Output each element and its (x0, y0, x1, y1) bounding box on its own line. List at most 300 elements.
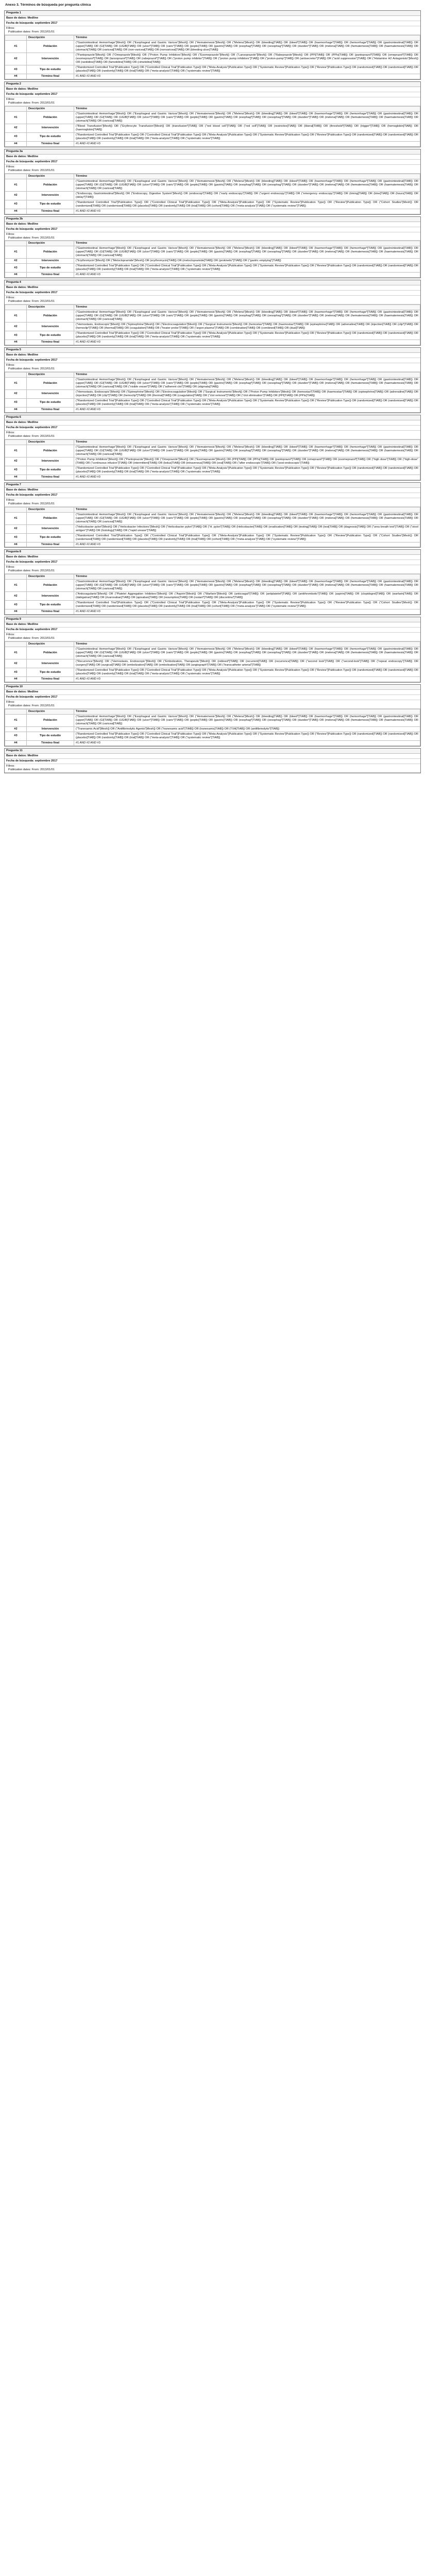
filters-label: Filtros: (6, 27, 15, 30)
row-id: #2 (5, 524, 27, 533)
header-descripcion: Descripción (27, 439, 74, 445)
row-term: #1 AND #2 AND #3 (74, 407, 420, 412)
database-row (5, 420, 420, 426)
search-date-value: septiembre 2017 (35, 759, 58, 762)
search-date-value: septiembre 2017 (35, 493, 58, 497)
database-row (5, 622, 420, 628)
filters-label: Filtros: (6, 431, 15, 434)
database-value: Medline (27, 87, 39, 91)
search-date-row (5, 358, 420, 363)
question-title: Pregunta 4 (5, 280, 420, 285)
filter-item: Publication dates: From: 2013/01/01 (8, 502, 55, 505)
database-value: Medline (27, 690, 39, 694)
table-row (5, 677, 420, 682)
row-id: #1 (5, 246, 27, 259)
search-date-value: septiembre 2017 (35, 561, 58, 564)
question-title: Pregunta 1 (5, 11, 420, 16)
table-row (5, 407, 420, 412)
row-description: Población (27, 512, 74, 524)
header-termino: Término (74, 642, 420, 647)
row-term: ("Erythromycin"[Mesh]) OR ("Metoclopramide"[Mesh]) OR (erythromycin[TIAB]) OR (metoclopramide[TIAB]) OR (prokinetic*[TIAB]) OR ("gastric emptying"[TIAB]) (74, 259, 420, 264)
search-date-row (5, 291, 420, 296)
question-block (4, 748, 421, 773)
table-row (5, 310, 420, 323)
table-row (5, 609, 420, 615)
search-date-row (5, 759, 420, 764)
row-term: ("Proton Pump Inhibitors"[Mesh]) OR ("Pantoprazole"[Mesh]) OR ("Omeprazole"[Mesh]) OR ("Esomeprazole"[Mesh]) OR (PPI[TIAB]) OR (PPIs[TIAB]) OR (pantoprazol*[TIAB]) OR (omeprazol*[TIAB]) OR (esomeprazol*[TIAB]) OR ("high dose"[TIAB]) OR ("high-dose"[TIAB]) OR ("continuous infusion"[TIAB]) OR (intermittent[TIAB]) OR (bolus[TIAB]) OR (intravenous[TIAB]) OR (oral[TIAB]) OR ("after endoscopic"[TIAB]) OR ("post-endoscopic"[TIAB]) (74, 457, 420, 466)
database-row (5, 754, 420, 759)
search-terms-table (5, 709, 420, 746)
filters-label: Filtros: (6, 296, 15, 300)
row-description: Tipo de estudio (27, 601, 74, 609)
search-date-row (5, 227, 420, 232)
search-terms-table (5, 574, 420, 615)
database-label: Base de datos: (6, 623, 27, 626)
filter-item: Publication dates: From: 2013/01/01 (8, 434, 55, 438)
filters-section (5, 700, 420, 709)
search-date-value: septiembre 2017 (35, 22, 58, 25)
row-id: #4 (5, 273, 27, 278)
table-row (5, 732, 420, 740)
search-date-value: septiembre 2017 (35, 227, 58, 231)
header-termino: Término (74, 574, 420, 580)
table-row (5, 74, 420, 79)
filters-section (5, 633, 420, 641)
database-label: Base de datos: (6, 488, 27, 492)
table-row (5, 714, 420, 726)
filters-section (5, 498, 420, 507)
row-term: ("Gastrointestinal Hemorrhage"[Mesh]) OR ("Esophageal and Gastric Varices"[Mesh]) OR ("Hematemesis"[Mesh]) OR ("Melena"[Mesh]) OR (bleeding[TIAB]) OR (bleed*[TIAB]) OR (haemorrhage*[TIAB]) OR (hemorrhage*[TIAB]) OR (gastrointestinal[TIAB]) OR (upper[TIAB]) OR (GI[TIAB]) OR (UGIB[TIAB]) OR (ulcer*[TIAB]) OR (varic*[TIAB]) OR (peptic[TIAB]) OR (gastric[TIAB]) OR (esophag*[TIAB]) OR (oesophag*[TIAB]) OR (duoden*[TIAB]) OR (melena[TIAB]) OR (hematemesis[TIAB]) OR (haematemesis[TIAB]) OR (stomach[TIAB]) OR (variceal[TIAB]) OR (non-variceal[TIAB]) OR (nonvariceal[TIAB]) OR (bleeding ulcer[TIAB]) (74, 41, 420, 53)
search-terms-table (5, 439, 420, 480)
table-row (5, 647, 420, 659)
header-descripcion: Descripción (27, 507, 74, 512)
search-terms-table (5, 641, 420, 682)
row-description: Tipo de estudio (27, 533, 74, 542)
database-value: Medline (27, 222, 39, 226)
table-header-row (5, 372, 420, 378)
row-id: #3 (5, 466, 27, 474)
filters-section (5, 97, 420, 106)
header-id (5, 709, 27, 714)
table-row (5, 524, 420, 533)
row-term: ("Recurrence"[Mesh]) OR ("Hemostasis, Endoscopic"[Mesh]) OR ("Embolization, Therapeutic"[Mesh]) OR (rebleed*[TIAB]) OR (recurrent[TIAB]) OR (recurrence[TIAB]) OR ("second look"[TIAB]) OR ("second-look"[TIAB]) OR ("repeat endoscopy"[TIAB]) OR (surgery[TIAB]) OR (surgical[TIAB]) OR (embolization[TIAB]) OR (embolisation[TIAB]) OR (angiograph*[TIAB]) OR ("transcatheter arterial"[TIAB]) (74, 659, 420, 668)
database-value: Medline (27, 353, 39, 357)
row-description: Intervención (27, 191, 74, 200)
table-row (5, 200, 420, 209)
row-term: ("Gastrointestinal Hemorrhage"[Mesh]) OR ("Esophageal and Gastric Varices"[Mesh]) OR ("Hematemesis"[Mesh]) OR ("Melena"[Mesh]) OR (bleeding[TIAB]) OR (bleed*[TIAB]) OR (haemorrhage*[TIAB]) OR (hemorrhage*[TIAB]) OR (gastrointestinal[TIAB]) OR (upper[TIAB]) OR (GI[TIAB]) OR (UGIB[TIAB]) OR (ulcer*[TIAB]) OR (varic*[TIAB]) OR (peptic[TIAB]) OR (gastric[TIAB]) OR (esophag*[TIAB]) OR (oesophag*[TIAB]) OR (duoden*[TIAB]) OR (melena[TIAB]) OR (hematemesis[TIAB]) OR (haematemesis[TIAB]) OR (stomach[TIAB]) OR (variceal[TIAB]) (74, 179, 420, 191)
header-descripcion: Descripción (27, 305, 74, 310)
filters-section (5, 431, 420, 439)
search-date-label: Fecha de búsqueda: (6, 291, 35, 295)
row-id: #3 (5, 533, 27, 542)
row-description: Intervención (27, 53, 74, 65)
row-id: #3 (5, 264, 27, 273)
row-description: Tipo de estudio (27, 264, 74, 273)
search-terms-table (5, 174, 420, 214)
search-date-label: Fecha de búsqueda: (6, 22, 35, 25)
row-term: ("Randomized Controlled Trial"[Publication Type]) OR ("Controlled Clinical Trial"[Publication Type]) OR ("Meta-Analysis"[Publication Type]) OR ("Systematic Review"[Publication Type]) OR ("Review"[Publication Type]) OR ("Cohort Studies"[Mesh]) OR (randomized[TIAB]) OR (randomised[TIAB]) OR (placebo[TIAB]) OR (randomly[TIAB]) OR (trial[TIAB]) OR (cohort[TIAB]) OR ("meta-analysis"[TIAB]) OR ("systematic review"[TIAB]) (74, 601, 420, 609)
row-id: #4 (5, 677, 27, 682)
row-id: #2 (5, 390, 27, 399)
question-block (4, 10, 421, 80)
row-term: #1 AND #2 AND #3 (74, 273, 420, 278)
row-term: ("Randomized Controlled Trial"[Publication Type]) OR ("Controlled Clinical Trial"[Publication Type]) OR ("Meta-Analysis"[Publication Type]) OR ("Systematic Review"[Publication Type]) OR ("Review"[Publication Type]) OR (randomized[TIAB]) OR (randomised[TIAB]) OR (placebo[TIAB]) OR (randomly[TIAB]) OR (trial[TIAB]) OR ("meta-analysis"[TIAB]) OR ("systematic review"[TIAB]) (74, 65, 420, 74)
table-row (5, 41, 420, 53)
row-term: #1 AND #2 AND #3 (74, 340, 420, 345)
row-description: Intervención (27, 259, 74, 264)
row-term: ("Randomized Controlled Trial"[Publication Type]) OR ("Controlled Clinical Trial"[Publication Type]) OR ("Meta-Analysis"[Publication Type]) OR ("Systematic Review"[Publication Type]) OR ("Review"[Publication Type]) OR (randomized[TIAB]) OR (randomised[TIAB]) OR (placebo[TIAB]) OR (randomly[TIAB]) OR (trial[TIAB]) OR ("meta-analysis"[TIAB]) OR ("systematic review"[TIAB]) (74, 331, 420, 340)
row-id: #1 (5, 41, 27, 53)
row-term: #1 AND #2 AND #3 (74, 609, 420, 615)
table-row (5, 141, 420, 146)
table-header-row (5, 507, 420, 512)
table-row (5, 726, 420, 732)
table-row (5, 273, 420, 278)
question-block (4, 684, 421, 747)
row-description: Tipo de estudio (27, 732, 74, 740)
table-row (5, 331, 420, 340)
database-label: Base de datos: (6, 155, 27, 158)
header-id (5, 305, 27, 310)
table-row (5, 542, 420, 547)
row-description: Término final (27, 407, 74, 412)
filters-label: Filtros: (6, 701, 15, 704)
table-row (5, 264, 420, 273)
row-id: #3 (5, 132, 27, 141)
table-row (5, 340, 420, 345)
database-value: Medline (27, 420, 39, 424)
header-id (5, 642, 27, 647)
search-terms-table (5, 35, 420, 79)
question-block (4, 415, 421, 481)
search-date-label: Fecha de búsqueda: (6, 561, 35, 564)
search-date-value: septiembre 2017 (35, 359, 58, 362)
table-header-row (5, 36, 420, 41)
search-date-label: Fecha de búsqueda: (6, 359, 35, 362)
database-value: Medline (27, 286, 39, 290)
search-date-label: Fecha de búsqueda: (6, 493, 35, 497)
row-description: Intervención (27, 726, 74, 732)
row-description: Término final (27, 273, 74, 278)
question-title: Pregunta 2 (5, 82, 420, 87)
row-description: Población (27, 246, 74, 259)
database-value: Medline (27, 754, 39, 757)
question-title: Pregunta 6 (5, 415, 420, 420)
header-termino: Término (74, 439, 420, 445)
database-value: Medline (27, 555, 39, 559)
filters-label: Filtros: (6, 764, 15, 768)
table-row (5, 659, 420, 668)
table-row (5, 445, 420, 457)
table-header-row (5, 174, 420, 179)
search-date-value: septiembre 2017 (35, 291, 58, 295)
table-header-row (5, 709, 420, 714)
question-title: Pregunta 9 (5, 617, 420, 622)
row-description: Población (27, 111, 74, 124)
database-label: Base de datos: (6, 353, 27, 357)
table-row (5, 601, 420, 609)
row-description: Término final (27, 740, 74, 745)
filters-label: Filtros: (6, 165, 15, 168)
row-term: ("Randomized Controlled Trial"[Publication Type]) OR ("Controlled Clinical Trial"[Publication Type]) OR ("Meta-Analysis"[Publication Type]) OR ("Systematic Review"[Publication Type]) OR ("Review"[Publication Type]) OR ("Cohort Studies"[Mesh]) OR (randomized[TIAB]) OR (randomised[TIAB]) OR (placebo[TIAB]) OR (randomly[TIAB]) OR (trial[TIAB]) OR (cohort[TIAB]) OR ("meta-analysis"[TIAB]) OR ("systematic review"[TIAB]) (74, 200, 420, 209)
search-date-label: Fecha de búsqueda: (6, 227, 35, 231)
row-term: ("Randomized Controlled Trial"[Publication Type]) OR ("Controlled Clinical Trial"[Publication Type]) OR ("Meta-Analysis"[Publication Type]) OR ("Systematic Review"[Publication Type]) OR ("Review"[Publication Type]) OR (randomized[TIAB]) OR (randomised[TIAB]) OR (placebo[TIAB]) OR (randomly[TIAB]) OR (trial[TIAB]) OR ("meta-analysis"[TIAB]) OR ("systematic review"[TIAB]) (74, 732, 420, 740)
row-description: Término final (27, 340, 74, 345)
header-descripcion: Descripción (27, 709, 74, 714)
table-row (5, 111, 420, 124)
table-row (5, 132, 420, 141)
header-id (5, 574, 27, 580)
row-id: #4 (5, 407, 27, 412)
row-description: Población (27, 714, 74, 726)
table-header-row (5, 439, 420, 445)
search-date-row (5, 628, 420, 633)
database-value: Medline (27, 16, 39, 20)
table-row (5, 191, 420, 200)
row-id: #4 (5, 609, 27, 615)
row-id: #4 (5, 740, 27, 745)
filter-item: Publication dates: From: 2013/01/01 (8, 168, 55, 172)
question-title: Pregunta 11 (5, 749, 420, 754)
header-id (5, 106, 27, 111)
filters-section (5, 363, 420, 372)
table-row (5, 124, 420, 132)
row-term: ("Hemostasis, Endoscopic"[Mesh]) OR ("Epinephrine"[Mesh]) OR ("Electrocoagulation"[Mesh]) OR ("Surgical Instruments"[Mesh]) OR ("Proton Pump Inhibitors"[Mesh]) OR (hemostas*[TIAB]) OR (haemostas*[TIAB]) OR (epinephrine[TIAB]) OR (adrenaline[TIAB]) OR (injection[TIAB]) OR (clip*[TIAB]) OR (hemoclip*[TIAB]) OR (thermal[TIAB]) OR (coagulation[TIAB]) OR ("clot removal"[TIAB]) OR ("clot elimination"[TIAB]) OR (PPI[TIAB]) OR (PPIs[TIAB]) (74, 390, 420, 399)
table-row (5, 457, 420, 466)
row-id: #2 (5, 259, 27, 264)
row-id: #4 (5, 542, 27, 547)
filter-item: Publication dates: From: 2013/01/01 (8, 367, 55, 371)
search-date-row (5, 21, 420, 26)
question-block (4, 216, 421, 279)
row-id: #2 (5, 53, 27, 65)
row-term: ("Randomized Controlled Trial"[Publication Type]) OR ("Controlled Clinical Trial"[Publication Type]) OR ("Meta-Analysis"[Publication Type]) OR ("Systematic Review"[Publication Type]) OR ("Review"[Publication Type]) OR (randomized[TIAB]) OR (randomised[TIAB]) OR (placebo[TIAB]) OR (randomly[TIAB]) OR (trial[TIAB]) OR ("meta-analysis"[TIAB]) OR ("systematic review"[TIAB]) (74, 132, 420, 141)
database-label: Base de datos: (6, 420, 27, 424)
table-row (5, 740, 420, 745)
database-row (5, 488, 420, 493)
row-id: #1 (5, 445, 27, 457)
header-termino: Término (74, 507, 420, 512)
header-termino: Término (74, 241, 420, 246)
database-label: Base de datos: (6, 555, 27, 559)
row-term: ("Gastrointestinal Hemorrhage"[Mesh]) OR ("Esophageal and Gastric Varices"[Mesh]) OR ("Hematemesis"[Mesh]) OR ("Melena"[Mesh]) OR (bleeding[TIAB]) OR (bleed*[TIAB]) OR (haemorrhage*[TIAB]) OR (hemorrhage*[TIAB]) OR (gastrointestinal[TIAB]) OR (upper[TIAB]) OR (GI[TIAB]) OR (UGIB[TIAB]) OR (ulcer*[TIAB]) OR (varic*[TIAB]) OR (peptic[TIAB]) OR (gastric[TIAB]) OR (esophag*[TIAB]) OR (oesophag*[TIAB]) OR (duoden*[TIAB]) OR (melena[TIAB]) OR (hematemesis[TIAB]) OR (haematemesis[TIAB]) OR (stomach[TIAB]) OR (variceal[TIAB]) (74, 580, 420, 592)
table-row (5, 580, 420, 592)
search-date-label: Fecha de búsqueda: (6, 426, 35, 429)
search-date-value: septiembre 2017 (35, 160, 58, 163)
filters-label: Filtros: (6, 97, 15, 101)
database-row (5, 16, 420, 21)
filter-item: Publication dates: From: 2013/01/01 (8, 768, 55, 771)
row-term: ("Randomized Controlled Trial"[Publication Type]) OR ("Controlled Clinical Trial"[Publication Type]) OR ("Meta-Analysis"[Publication Type]) OR ("Systematic Review"[Publication Type]) OR ("Review"[Publication Type]) OR (randomized[TIAB]) OR (randomised[TIAB]) OR (placebo[TIAB]) OR (randomly[TIAB]) OR (trial[TIAB]) OR ("meta-analysis"[TIAB]) OR ("systematic review"[TIAB]) (74, 466, 420, 474)
row-id: #2 (5, 457, 27, 466)
row-id: #3 (5, 668, 27, 677)
header-id (5, 241, 27, 246)
filter-item: Publication dates: From: 2013/01/01 (8, 101, 55, 105)
row-id: #2 (5, 191, 27, 200)
search-date-label: Fecha de búsqueda: (6, 696, 35, 699)
search-terms-table (5, 241, 420, 278)
search-date-row (5, 695, 420, 700)
row-term: #1 AND #2 AND #3 (74, 677, 420, 682)
row-id: #1 (5, 647, 27, 659)
row-id: #2 (5, 659, 27, 668)
database-value: Medline (27, 155, 39, 158)
header-id (5, 507, 27, 512)
row-term: ("Gastrointestinal Hemorrhage"[Mesh]) OR ("Esophageal and Gastric Varices"[Mesh]) OR ("Hematemesis"[Mesh]) OR ("Melena"[Mesh]) OR (bleeding[TIAB]) OR (bleed*[TIAB]) OR (haemorrhage*[TIAB]) OR (hemorrhage*[TIAB]) OR (gastrointestinal[TIAB]) OR (upper[TIAB]) OR (GI[TIAB]) OR (UGIB[TIAB]) OR (ulcer*[TIAB]) OR (varic*[TIAB]) OR (peptic[TIAB]) OR (gastric[TIAB]) OR (esophag*[TIAB]) OR (oesophag*[TIAB]) OR (duoden*[TIAB]) OR (melena[TIAB]) OR (hematemesis[TIAB]) OR (haematemesis[TIAB]) OR (stomach[TIAB]) OR (variceal[TIAB]) (74, 647, 420, 659)
table-row (5, 398, 420, 407)
row-description: Término final (27, 209, 74, 214)
table-row (5, 668, 420, 677)
row-id: #2 (5, 124, 27, 132)
header-descripcion: Descripción (27, 642, 74, 647)
row-id: #4 (5, 141, 27, 146)
table-row (5, 592, 420, 601)
search-date-label: Fecha de búsqueda: (6, 160, 35, 163)
filters-label: Filtros: (6, 633, 15, 637)
row-id: #2 (5, 726, 27, 732)
table-row (5, 512, 420, 524)
database-value: Medline (27, 623, 39, 626)
row-id: #1 (5, 378, 27, 390)
row-description: Población (27, 580, 74, 592)
header-id (5, 439, 27, 445)
row-description: Término final (27, 74, 74, 79)
table-row (5, 474, 420, 480)
header-termino: Término (74, 372, 420, 378)
row-description: Tipo de estudio (27, 331, 74, 340)
header-termino: Término (74, 305, 420, 310)
header-id (5, 36, 27, 41)
row-term: ("Gastrointestinal Hemorrhage"[Mesh]) OR ("Esophageal and Gastric Varices"[Mesh]) OR ("Hematemesis"[Mesh]) OR ("Melena"[Mesh]) OR (bleeding[TIAB]) OR (bleed*[TIAB]) OR (haemorrhage*[TIAB]) OR (hemorrhage*[TIAB]) OR (gastrointestinal[TIAB]) OR (upper[TIAB]) OR (GI[TIAB]) OR (UGIB[TIAB]) OR (ulcer*[TIAB]) OR (varic*[TIAB]) OR (peptic[TIAB]) OR (gastric[TIAB]) OR (esophag*[TIAB]) OR (oesophag*[TIAB]) OR (duoden*[TIAB]) OR (melena[TIAB]) OR (hematemesis[TIAB]) OR (haematemesis[TIAB]) OR (stomach[TIAB]) OR (variceal[TIAB]) (74, 246, 420, 259)
table-row (5, 179, 420, 191)
row-id: #4 (5, 474, 27, 480)
filter-item: Publication dates: From: 2013/01/01 (8, 569, 55, 573)
search-terms-table (5, 372, 420, 413)
row-description: Población (27, 41, 74, 53)
document-page (0, 0, 425, 781)
row-id: #4 (5, 340, 27, 345)
filters-label: Filtros: (6, 566, 15, 569)
row-description: Tipo de estudio (27, 132, 74, 141)
header-id (5, 174, 27, 179)
search-date-label: Fecha de búsqueda: (6, 759, 35, 762)
question-block (4, 347, 421, 413)
database-label: Base de datos: (6, 222, 27, 226)
database-label: Base de datos: (6, 754, 27, 757)
database-value: Medline (27, 488, 39, 492)
database-row (5, 155, 420, 160)
database-row (5, 285, 420, 291)
header-termino: Término (74, 174, 420, 179)
row-id: #3 (5, 601, 27, 609)
filters-label: Filtros: (6, 364, 15, 367)
row-term: ("Gastrointestinal Hemorrhage"[Mesh]) OR ("Esophageal and Gastric Varices"[Mesh]) OR ("Hematemesis"[Mesh]) OR ("Melena"[Mesh]) OR (bleeding[TIAB]) OR (bleed*[TIAB]) OR (haemorrhage*[TIAB]) OR (hemorrhage*[TIAB]) OR (gastrointestinal[TIAB]) OR (upper[TIAB]) OR (GI[TIAB]) OR (UGIB[TIAB]) OR (ulcer*[TIAB]) OR (varic*[TIAB]) OR (peptic[TIAB]) OR (gastric[TIAB]) OR (esophag*[TIAB]) OR (oesophag*[TIAB]) OR (duoden*[TIAB]) OR (melena[TIAB]) OR (hematemesis[TIAB]) OR (haematemesis[TIAB]) OR (stomach[TIAB]) OR (variceal[TIAB]) OR ("visible vessel"[TIAB]) OR ("adherent clot"[TIAB]) OR (stigmata[TIAB]) (74, 378, 420, 390)
row-term: #1 AND #2 AND #3 (74, 209, 420, 214)
question-title: Pregunta 3a (5, 149, 420, 155)
row-description: Población (27, 179, 74, 191)
table-header-row (5, 241, 420, 246)
header-termino: Término (74, 36, 420, 41)
search-date-row (5, 560, 420, 565)
database-row (5, 222, 420, 227)
table-row (5, 53, 420, 65)
filters-section (5, 565, 420, 574)
row-description: Término final (27, 609, 74, 615)
row-term: ("Anticoagulants"[Mesh]) OR ("Platelet Aggregation Inhibitors"[Mesh]) OR ("Aspirin"[Mesh]) OR ("Warfarin"[Mesh]) OR (anticoagul*[TIAB]) OR (antiplatelet*[TIAB]) OR (antithrombotic*[TIAB]) OR (aspirin[TIAB]) OR (clopidogrel[TIAB]) OR (warfarin[TIAB]) OR (dabigatran[TIAB]) OR (rivaroxaban[TIAB]) OR (apixaban[TIAB]) OR (resumption[TIAB]) OR (restart*[TIAB]) OR (discontinu*[TIAB]) (74, 592, 420, 601)
search-date-value: septiembre 2017 (35, 628, 58, 632)
row-term: ("Gastrointestinal Hemorrhage"[Mesh]) OR ("Esophageal and Gastric Varices"[Mesh]) OR ("Hematemesis"[Mesh]) OR ("Melena"[Mesh]) OR (bleeding[TIAB]) OR (bleed*[TIAB]) OR (haemorrhage*[TIAB]) OR (hemorrhage*[TIAB]) OR (gastrointestinal[TIAB]) OR (upper[TIAB]) OR (GI[TIAB]) OR (UGIB[TIAB]) OR (ulcer*[TIAB]) OR (varic*[TIAB]) OR (peptic[TIAB]) OR (gastric[TIAB]) OR (esophag*[TIAB]) OR (oesophag*[TIAB]) OR (duoden*[TIAB]) OR (melena[TIAB]) OR (hematemesis[TIAB]) OR (haematemesis[TIAB]) OR (stomach[TIAB]) OR (variceal[TIAB]) (74, 310, 420, 323)
filter-item: Publication dates: From: 2013/01/01 (8, 300, 55, 303)
search-date-label: Fecha de búsqueda: (6, 628, 35, 632)
row-description: Intervención (27, 457, 74, 466)
row-id: #2 (5, 592, 27, 601)
search-date-value: septiembre 2017 (35, 92, 58, 96)
row-description: Intervención (27, 659, 74, 668)
question-title: Pregunta 7 (5, 483, 420, 488)
questions-container (4, 10, 421, 773)
row-id: #3 (5, 331, 27, 340)
row-term: ("Hemostasis, Endoscopic"[Mesh]) OR ("Epinephrine"[Mesh]) OR ("Electrocoagulation"[Mesh]) OR ("Surgical Instruments"[Mesh]) OR (hemostas*[TIAB]) OR (haemostas*[TIAB]) OR (epinephrine[TIAB]) OR (adrenaline[TIAB]) OR (injection[TIAB]) OR (clip*[TIAB]) OR (hemoclip*[TIAB]) OR (thermal[TIAB]) OR (coagulation[TIAB]) OR ("heater probe"[TIAB]) OR ("argon plasma"[TIAB]) OR (combination[TIAB]) OR (combined[TIAB]) OR (dual[TIAB]) (74, 323, 420, 331)
header-descripcion: Descripción (27, 174, 74, 179)
row-id: #1 (5, 512, 27, 524)
search-date-label: Fecha de búsqueda: (6, 92, 35, 96)
row-id: #1 (5, 714, 27, 726)
row-term: ("Randomized Controlled Trial"[Publication Type]) OR ("Controlled Clinical Trial"[Publication Type]) OR ("Meta-Analysis"[Publication Type]) OR ("Systematic Review"[Publication Type]) OR ("Review"[Publication Type]) OR (randomized[TIAB]) OR (randomised[TIAB]) OR (placebo[TIAB]) OR (randomly[TIAB]) OR (trial[TIAB]) OR ("meta-analysis"[TIAB]) OR ("systematic review"[TIAB]) (74, 668, 420, 677)
row-id: #1 (5, 310, 27, 323)
row-description: Intervención (27, 592, 74, 601)
database-row (5, 555, 420, 560)
question-block (4, 81, 421, 147)
database-label: Base de datos: (6, 690, 27, 694)
question-title: Pregunta 8 (5, 550, 420, 555)
row-description: Tipo de estudio (27, 668, 74, 677)
table-row (5, 390, 420, 399)
table-row (5, 533, 420, 542)
question-block (4, 617, 421, 683)
row-id: #2 (5, 323, 27, 331)
row-term: ("Randomized Controlled Trial"[Publication Type]) OR ("Controlled Clinical Trial"[Publication Type]) OR ("Meta-Analysis"[Publication Type]) OR ("Systematic Review"[Publication Type]) OR ("Review"[Publication Type]) OR ("Cohort Studies"[Mesh]) OR (randomized[TIAB]) OR (randomised[TIAB]) OR (placebo[TIAB]) OR (randomly[TIAB]) OR (trial[TIAB]) OR (cohort[TIAB]) OR ("meta-analysis"[TIAB]) OR ("systematic review"[TIAB]) (74, 533, 420, 542)
row-term: #1 AND #2 AND #3 (74, 74, 420, 79)
database-row (5, 87, 420, 92)
question-title: Pregunta 3b (5, 217, 420, 222)
filters-section (5, 296, 420, 304)
header-descripcion: Descripción (27, 106, 74, 111)
table-row (5, 209, 420, 214)
filters-section (5, 26, 420, 35)
row-term: ("Helicobacter pylori"[Mesh]) OR ("Helicobacter Infections"[Mesh]) OR ("Helicobacter pylori"[TIAB]) OR ("H. pylori"[TIAB]) OR (Helicobacter[TIAB]) OR (eradication[TIAB]) OR (testing[TIAB]) OR (test[TIAB]) OR (diagnosis[TIAB]) OR ("urea breath test"[TIAB]) OR ("stool antigen"[TIAB]) OR (histology[TIAB]) OR ("rapid urease"[TIAB]) (74, 524, 420, 533)
row-description: Tipo de estudio (27, 398, 74, 407)
row-description: Tipo de estudio (27, 65, 74, 74)
question-block (4, 280, 421, 346)
table-header-row (5, 642, 420, 647)
search-terms-table (5, 507, 420, 548)
row-description: Término final (27, 474, 74, 480)
row-description: Población (27, 310, 74, 323)
row-description: Intervención (27, 524, 74, 533)
search-date-row (5, 493, 420, 498)
filters-section (5, 232, 420, 241)
row-term: ("Tranexamic Acid"[Mesh]) OR ("Antifibrinolytic Agents"[Mesh]) OR ("tranexamic acid"[TIAB]) OR (tranexamic[TIAB]) OR (TXA[TIAB]) OR (antifibrinolytic*[TIAB]) (74, 726, 420, 732)
database-label: Base de datos: (6, 87, 27, 91)
table-row (5, 65, 420, 74)
row-id: #4 (5, 209, 27, 214)
question-block (4, 549, 421, 615)
row-description: Término final (27, 677, 74, 682)
row-description: Término final (27, 141, 74, 146)
row-id: #1 (5, 580, 27, 592)
row-description: Tipo de estudio (27, 466, 74, 474)
table-header-row (5, 106, 420, 111)
